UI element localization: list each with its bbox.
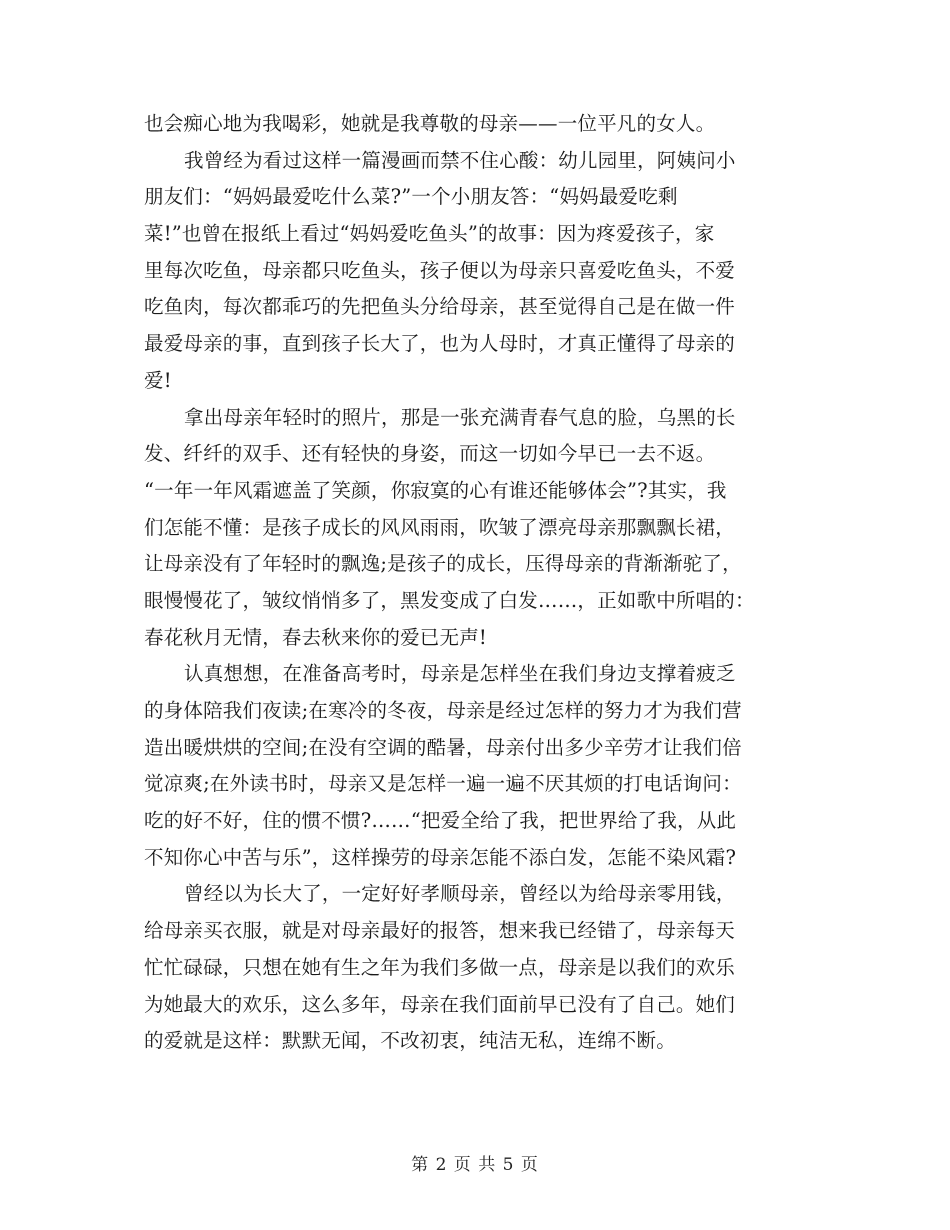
text-line: 认真想想，在准备高考时，母亲是怎样坐在我们身边支撑着疲乏 [184,662,736,686]
text-line: 们怎能不懂：是孩子成长的风风雨雨，吹皱了漂亮母亲那飘飘长裙， [144,515,736,539]
text-line: 造出暖烘烘的空间;在没有空调的酷暑，母亲付出多少辛劳才让我们倍 [144,735,742,759]
text-line: 菜!”也曾在报纸上看过“妈妈爱吃鱼头”的故事：因为疼爱孩子，家 [144,222,715,246]
text-line: 觉凉爽;在外读书时，母亲又是怎样一遍一遍不厌其烦的打电话询问： [144,772,742,796]
text-line: 吃鱼肉，每次都乖巧的先把鱼头分给母亲，甚至觉得自己是在做一件 [144,295,736,319]
text-line: 吃的好不好，住的惯不惯?……“把爱全给了我，把世界给了我，从此 [144,809,737,833]
text-line: 我曾经为看过这样一篇漫画而禁不住心酸：幼儿园里，阿姨问小 [184,148,736,172]
text-line: 朋友们：“妈妈最爱吃什么菜?”一个小朋友答：“妈妈最爱吃剩 [144,185,678,209]
text-line: 眼慢慢花了，皱纹悄悄多了，黑发变成了白发……，正如歌中所唱的： [144,588,755,612]
text-line: 也会痴心地为我喝彩，她就是我尊敬的母亲——一位平凡的女人。 [144,112,716,135]
text-line: 春花秋月无情，春去秋来你的爱已无声! [144,625,487,649]
text-line: 忙忙碌碌，只想在她有生之年为我们多做一点，母亲是以我们的欢乐 [144,955,736,979]
text-line: 拿出母亲年轻时的照片，那是一张充满青春气息的脸，乌黑的长 [184,405,736,429]
text-line: 给母亲买衣服，就是对母亲最好的报答，想来我已经错了，母亲每天 [144,919,736,943]
text-line: “一年一年风霜遮盖了笑颜，你寂寞的心有谁还能够体会”?其实，我 [144,478,727,502]
text-line: 为她最大的欢乐，这么多年，母亲在我们面前早已没有了自己。她们 [144,992,736,1016]
text-line: 让母亲没有了年轻时的飘逸;是孩子的成长，压得母亲的背渐渐驼了， [144,552,742,576]
text-line: 里每次吃鱼，母亲都只吃鱼头，孩子便以为母亲只喜爱吃鱼头，不爱 [144,258,736,282]
document-body [144,106,814,1060]
text-line: 发、纤纤的双手、还有轻快的身姿，而这一切如今早已一去不返。 [144,442,716,466]
text-line: 最爱母亲的事，直到孩子长大了，也为人母时，才真正懂得了母亲的 [144,332,736,356]
page-number-footer: 第 2 页 共 5 页 [411,1155,539,1175]
text-line: 的爱就是这样：默默无闻，不改初衷，纯洁无私，连绵不断。 [144,1029,676,1053]
text-line: 爱! [144,368,172,392]
text-line: 的身体陪我们夜读;在寒冷的冬夜，母亲是经过怎样的努力才为我们营 [144,699,742,722]
text-line: 不知你心中苦与乐”，这样操劳的母亲怎能不添白发，怎能不染风霜? [144,845,737,869]
text-line: 曾经以为长大了，一定好好孝顺母亲，曾经以为给母亲零用钱， [184,882,736,906]
